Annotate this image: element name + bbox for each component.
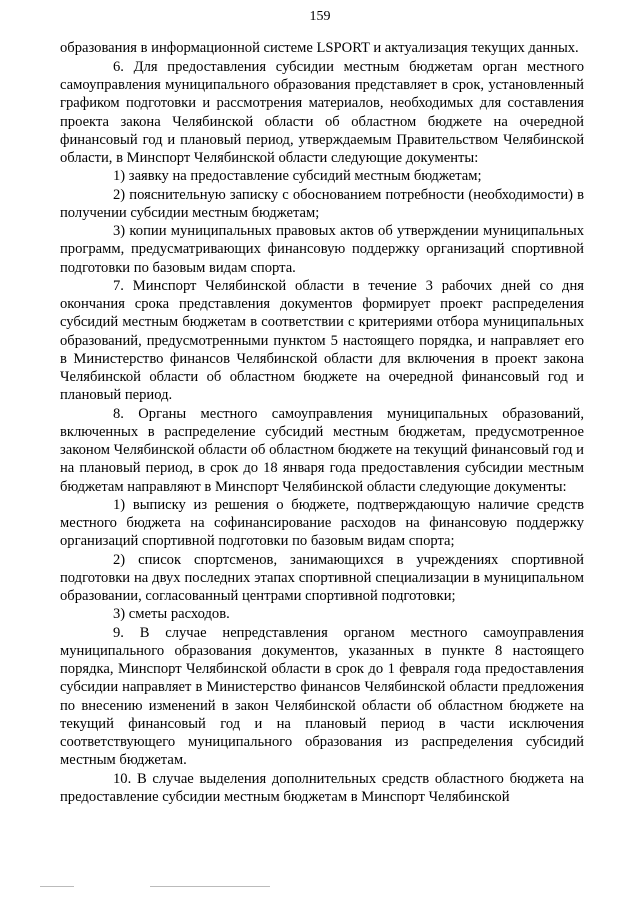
subitem-6-2: 2) пояснительную записку с обоснованием потребности (необходимости) в получении субсидии местным бюджетам; bbox=[60, 186, 584, 221]
footer-mark-left bbox=[40, 886, 74, 887]
paragraph-item-10: 10. В случае выделения дополнительных средств областного бюджета на предоставление субсидии местным бюджетам в Минспорт Челябинской bbox=[60, 770, 584, 805]
paragraph-item-7: 7. Минспорт Челябинской области в течение 3 рабочих дней со дня окончания срока представления документов формирует проект распределения субсидий местным бюджетам в соответствии с критериями отбора муниципальных образований, предусмотренными пунктом 5 настоящего порядка, и направляет его в Министерство финансов Челябинской области для включения в проект закона Челябинской области об областном бюджете на очередной финансовый год и плановый период. bbox=[60, 277, 584, 404]
subitem-8-2: 2) список спортсменов, занимающихся в учреждениях спортивной подготовки на двух последних этапах спортивной специализации в муниципальном образовании, согласованный центрами спортивной подготовки; bbox=[60, 551, 584, 604]
footer-mark-center bbox=[150, 886, 270, 887]
subitem-6-3: 3) копии муниципальных правовых актов об утверждении муниципальных программ, предусматривающих финансовую поддержку организаций спортивной подготовки по базовым видам спорта. bbox=[60, 223, 584, 276]
subitem-6-1: 1) заявку на предоставление субсидий местным бюджетам; bbox=[113, 168, 482, 185]
paragraph-item-6: 6. Для предоставления субсидии местным бюджетам орган местного самоуправления муниципального образования представляет в срок, установленный графиком подготовки и рассмотрения материалов, необходимых для составления проекта закона Челябинской области об областном бюджете на очередной финансовый год и плановый период, утверждаемым Правительством Челябинской области, в Минспорт Челябинской области следующие документы: bbox=[60, 58, 584, 166]
paragraph-continuation: образования в информационной системе LSPORT и актуализация текущих данных. bbox=[60, 40, 579, 56]
subitem-8-1: 1) выписку из решения о бюджете, подтверждающую наличие средств местного бюджета на софинансирование расходов на финансовую поддержку организаций спортивной подготовки по базовым видам спорта; bbox=[60, 496, 584, 550]
subitem-8-3: 3) сметы расходов. bbox=[113, 606, 230, 623]
body-text bbox=[60, 39, 584, 806]
paragraph-item-9: 9. В случае непредставления органом местного самоуправления муниципального образования документов, указанных в пункте 8 настоящего порядка, Минспорт Челябинской области в срок до 1 февраля года предоставления субсидии направляет в Министерство финансов Челябинской области предложения по внесению изменений в закон Челябинской области об областном бюджете на текущий финансовый год и на плановый период в части исключения соответствующего муниципального образования из распределения субсидий местным бюджетам. bbox=[60, 624, 584, 769]
paragraph-item-8: 8. Органы местного самоуправления муниципальных образований, включенных в распределение субсидий местным бюджетам, предусмотренное законом Челябинской области об областном бюджете на текущий финансовый год и на плановый период, в срок до 18 января года предоставления субсидии местным бюджетам направляют в Минспорт Челябинской области следующие документы: bbox=[60, 405, 584, 495]
page-number: 159 bbox=[309, 9, 331, 24]
